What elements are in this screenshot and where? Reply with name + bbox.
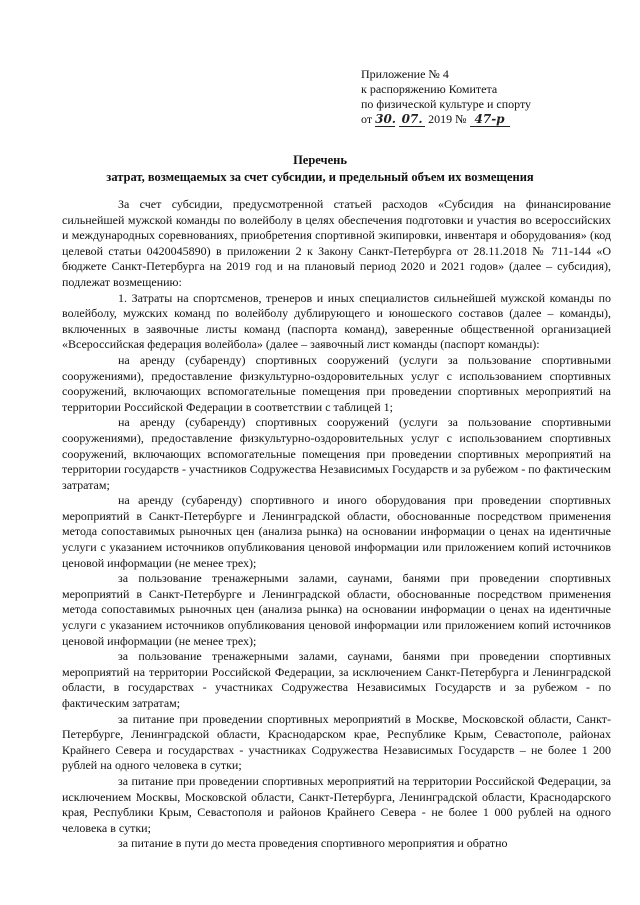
paragraph-rent-sports-facilities-cis: на аренду (субаренду) спортивных сооружений (услуги за пользование спортивными сооружениями), предоставление физкультурно-оздоровительных услуг с использованием спортивных сооружений, включающих вспомогательные помещения при проведении спортивных мероприятий на территории государств - участников Содружества Независимых Государств и за рубежом - по фактическим затратам; <box>62 415 611 492</box>
paragraph-rent-sports-facilities-russia: на аренду (субаренду) спортивных сооружений (услуги за пользование спортивными сооружениями), предоставление физкультурно-оздоровительных услуг с использованием спортивных сооружений, включающих вспомогательные помещения при проведении спортивных мероприятий на территории Российской Федерации в соответствии с таблицей 1; <box>62 352 611 414</box>
paragraph-gyms-russia-cis: за пользование тренажерными залами, саунами, банями при проведении спортивных мероприятий на территории Российской Федерации, за исключением Санкт-Петербурга и Ленинградской области, в государствах - участниках Содружества Независимых Государств и за рубежом - по фактическим затратам; <box>62 649 611 710</box>
year-label: 2019 № <box>428 112 467 126</box>
appendix-line-3: по физической культуре и спорту <box>361 97 532 111</box>
paragraph-gyms-spb: за пользование тренажерными залами, саунами, банями при проведении спортивных мероприятий в Санкт-Петербурге и Ленинградской области, обоснованные посредством применения метода сопоставимых рыночных цен (анализа рынка) на основании информации о ценах на идентичные услуги с указанием источников опубликования ценовой информации или приложением копий источников ценовой информации (не менее трех); <box>62 571 611 648</box>
paragraph-rent-equipment: на аренду (субаренду) спортивного и иного оборудования при проведении спортивных мероприятий в Санкт-Петербурге и Ленинградской области, обоснованные посредством применения метода сопоставимых рыночных цен (анализа рынка) на основании информации о ценах на идентичные услуги с указанием источников опубликования ценовой информации или приложением копий источников ценовой информации (не менее трех); <box>62 493 611 570</box>
handwritten-number: 47-р <box>470 113 510 127</box>
document-title: Перечень <box>293 153 347 167</box>
from-label: от <box>361 112 373 126</box>
appendix-line-1: Приложение № 4 <box>361 67 449 81</box>
appendix-block <box>361 67 531 127</box>
handwritten-month: 07. <box>399 113 425 127</box>
document-subtitle: затрат, возмещаемых за счет субсидии, и предельный объем их возмещения <box>106 170 534 184</box>
appendix-line-2: к распоряжению Комитета <box>361 82 498 96</box>
paragraph-food-1000: за питание при проведении спортивных мероприятий на территории Российской Федерации, за исключением Москвы, Московской области, Санкт-Петербурга, Ленинградской области, Краснодарского края, Республики Крым, Севастополя и районов Крайнего Севера - не более 1 000 рублей на одного человека в сутки; <box>62 773 611 835</box>
paragraph-food-travel: за питание в пути до места проведения спортивного мероприятия и обратно <box>118 836 508 851</box>
handwritten-day: 30. <box>375 112 396 126</box>
paragraph-food-1200: за питание при проведении спортивных мероприятий в Москве, Московской области, Санкт-Петербурге, Ленинградской области, Краснодарском крае, Республике Крым, Севастополе, районах Крайнего Севера и государствах - участниках Содружества Независимых Государств – не более 1 200 рублей на одного человека в сутки; <box>62 711 611 773</box>
document-body <box>62 197 611 852</box>
paragraph-item-1: 1. Затраты на спортсменов, тренеров и иных специалистов сильнейшей мужской команды по волейболу, мужских команд по волейболу дублирующего и юношеского составов (далее – команды), включенных в заявочные листы команд (паспорта команд), заверенные общественной организацией «Всероссийская федерация волейбола» (далее – заявочный лист команды (паспорт команды): <box>62 290 611 352</box>
appendix-date-line <box>361 112 531 127</box>
paragraph-intro: За счет субсидии, предусмотренной статьей расходов «Субсидия на финансирование сильнейшей мужской команды по волейболу в целях обеспечения подготовки и участия во всероссийских и международных соревнованиях, приобретения спортивной экипировки, инвентаря и оборудования» (код целевой статьи 0420045890) в приложении 2 к Закону Санкт-Петербурга от 28.11.2018 № 711-144 «О бюджете Санкт-Петербурга на 2019 год и на плановый период 2020 и 2021 годов» (далее – субсидия), подлежат возмещению: <box>62 197 611 289</box>
